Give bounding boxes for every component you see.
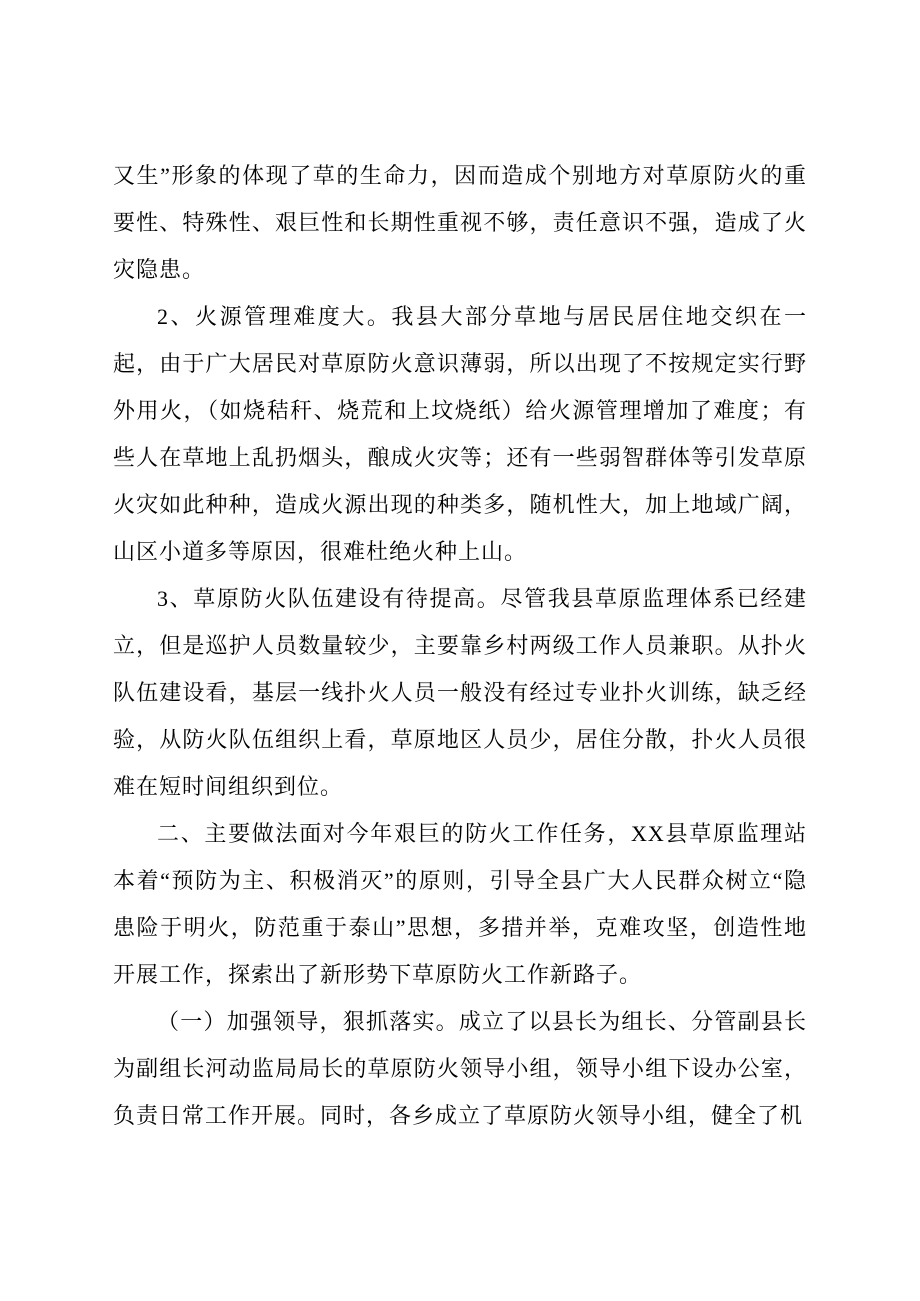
paragraph-strengthen-leadership: （一）加强领导，狠抓落实。成立了以县长为组长、分管副县长为副组长河动监局局长的草原防火领导小组，领导小组下设办公室，负责日常工作开展。同时，各乡成立了草原防火领导小组，健全了机	[113, 1009, 807, 1128]
paragraph-fire-source-management: 2、火源管理难度大。我县大部分草地与居民居住地交织在一起，由于广大居民对草原防火意识薄弱，所以出现了不按规定实行野外用火，（如烧秸秆、烧荒和上坟烧纸）给火源管理增加了难度；有些人在草地上乱扔烟头，酿成火灾等；还有一些弱智群体等引发草原火灾如此种种，造成火源出现的种类多，随机性大，加上地域广阔，山区小道多等原因，很难杜绝火种上山。	[113, 304, 807, 564]
paragraph-fire-brigade-building: 3、草原防火队伍建设有待提高。尽管我县草原监理体系已经建立，但是巡护人员数量较少，主要靠乡村两级工作人员兼职。从扑火队伍建设看，基层一线扑火人员一般没有经过专业扑火训练，缺乏经验，从防火队伍组织上看，草原地区人员少，居住分散，扑火人员很难在短时间组织到位。	[113, 586, 807, 799]
paragraph-main-practices: 二、主要做法面对今年艰巨的防火工作任务，XX县草原监理站本着“预防为主、积极消灭”的原则，引导全县广大人民群众树立“隐患险于明火，防范重于泰山”思想，多措并举，克难攻坚，创造性地开展工作，探索出了新形势下草原防火工作新路子。	[113, 821, 807, 987]
paragraph-continuation: 又生”形象的体现了草的生命力，因而造成个别地方对草原防火的重要性、特殊性、艰巨性和长期性重视不够，责任意识不强，造成了火灾隐患。	[113, 163, 807, 282]
document-body	[113, 152, 807, 1139]
